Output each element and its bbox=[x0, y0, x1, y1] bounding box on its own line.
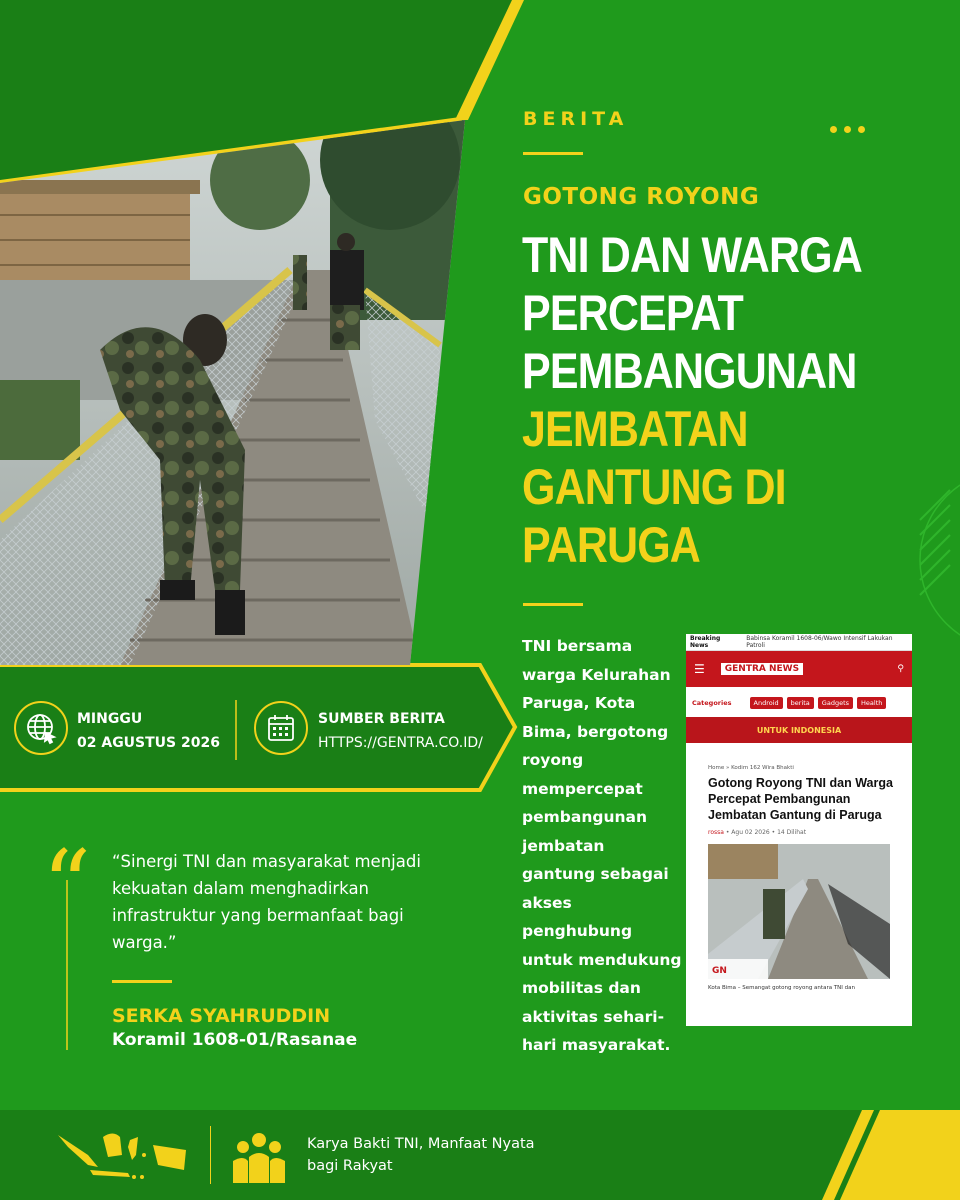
quote-author: SERKA SYAHRUDDIN bbox=[112, 1005, 331, 1027]
breaking-news-ticker bbox=[686, 634, 912, 651]
bridge-photo bbox=[0, 120, 465, 665]
footer-divider bbox=[210, 1126, 211, 1184]
watermark-logo: GN bbox=[712, 966, 727, 976]
kicker-divider bbox=[523, 152, 583, 155]
quote-mark-icon: “ bbox=[42, 830, 92, 942]
search-icon: ⚲ bbox=[897, 664, 904, 674]
ticker-label: Breaking News bbox=[690, 635, 721, 649]
headline-divider bbox=[523, 603, 583, 606]
article-summary: TNI bersama warga Kelurahan Paruga, Kota Bima, bergotong royong mempercepat pembangunan jembatan gantung sebagai akses penghubung untuk mendukung mobilitas dan aktivitas sehari-hari masyarakat. bbox=[522, 637, 682, 1054]
news-navbar bbox=[686, 651, 912, 687]
headline-line-highlight: GANTUNG DI bbox=[522, 459, 786, 515]
news-logo: GENTRA NEWS bbox=[721, 663, 803, 675]
category-pill: berita bbox=[787, 697, 814, 709]
people-group-icon bbox=[232, 1131, 286, 1183]
source-link[interactable]: HTTPS://GENTRA.CO.ID/ bbox=[318, 735, 483, 751]
category-pill: Health bbox=[857, 697, 886, 709]
news-meta bbox=[686, 823, 912, 836]
indonesia-map-icon bbox=[58, 1125, 188, 1185]
date-full: 02 AGUSTUS 2026 bbox=[77, 735, 220, 751]
news-screenshot bbox=[686, 634, 912, 1026]
headline-line-highlight: JEMBATAN bbox=[522, 401, 748, 457]
news-breadcrumb: Home » Kodim 162 Wira Bhakti bbox=[708, 765, 794, 771]
category-pill: Gadgets bbox=[818, 697, 853, 709]
topic-label: GOTONG ROYONG bbox=[523, 184, 760, 210]
quote-text: “Sinergi TNI dan masyarakat menjadi kekuatan dalam menghadirkan infrastruktur yang bermanfaat bagi warga.” bbox=[112, 852, 421, 952]
news-banner: UNTUK INDONESIA bbox=[686, 717, 912, 743]
menu-dots-icon bbox=[830, 118, 872, 137]
headline bbox=[522, 226, 866, 574]
category-pill: Android bbox=[750, 697, 783, 709]
footer-tagline bbox=[307, 1133, 535, 1177]
news-article-title: Gotong Royong TNI dan Warga Percepat Pembangunan Jembatan Gantung di Paruga bbox=[708, 776, 893, 822]
category-kicker: BERITA bbox=[523, 108, 629, 130]
headline-line: TNI DAN WARGA bbox=[522, 227, 862, 283]
news-lead: Kota Bima – Semangat gotong royong antara TNI dan bbox=[708, 985, 856, 991]
bridge-photo-illustration bbox=[0, 120, 465, 665]
footer-tagline-line: Karya Bakti TNI, Manfaat Nyata bbox=[307, 1136, 535, 1152]
category-bar bbox=[686, 693, 912, 713]
calendar-icon bbox=[254, 701, 308, 755]
ticker-text: Babinsa Koramil 1608-06/Wawo Intensif Lakukan Patroli bbox=[746, 635, 893, 649]
footer-tagline-line: bagi Rakyat bbox=[307, 1158, 393, 1174]
headline-line: PEMBANGUNAN bbox=[522, 343, 857, 399]
categories-label: Categories bbox=[692, 699, 732, 707]
globe-icon bbox=[14, 701, 68, 755]
news-author: rossa bbox=[708, 829, 724, 836]
source-label: SUMBER BERITA bbox=[318, 711, 445, 727]
hamburger-icon: ☰ bbox=[694, 662, 705, 676]
headline-line: PERCEPAT bbox=[522, 285, 743, 341]
news-meta-rest: • Agu 02 2026 • 14 Dilihat bbox=[725, 829, 807, 836]
date-day: MINGGU bbox=[77, 711, 143, 727]
quote-author-role: Koramil 1608-01/Rasanae bbox=[112, 1030, 358, 1050]
news-article-image bbox=[708, 844, 890, 979]
quote-divider bbox=[112, 980, 172, 983]
headline-line-highlight: PARUGA bbox=[522, 517, 700, 573]
